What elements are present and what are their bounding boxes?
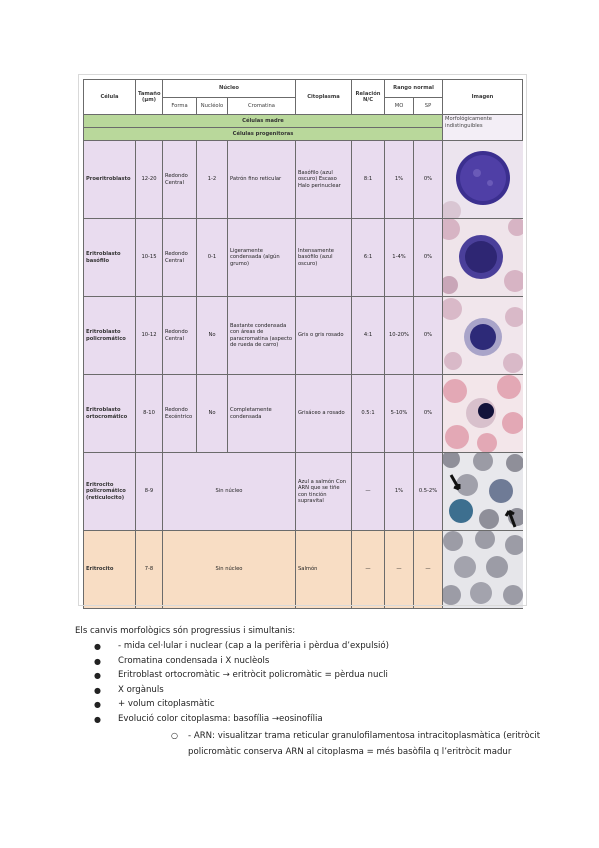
proerythroblast-micrograph [443,141,523,218]
cell-nc: 4:1 [352,297,385,375]
notes-list [75,641,545,760]
cell-tamano: 10-12 [136,297,163,375]
header-relacion: Relación N/C [352,80,385,115]
band-celulas-madre: Células madre [84,115,443,128]
cell-celula: Eritroblasto basófilo [84,219,136,297]
list-item [75,714,545,760]
cell-image [443,531,523,609]
cell-mo: 10-20% [385,297,414,375]
notes-section [75,626,545,765]
table-row [84,141,523,219]
cell-mo: 1% [385,453,414,531]
list-item [75,641,545,651]
cell-citoplasma: Basófilo (azul oscuro) Escaso Halo perinuclear [296,141,352,219]
cell-celula: Eritrocito policromático (reticulocito) [84,453,136,531]
cell-sp: 0% [414,141,443,219]
cell-sp: 0.5-2% [414,453,443,531]
cell-nucleolo: No [197,375,228,453]
notes-intro: Els canvis morfològics són progressius i simultanis: [75,626,296,636]
cell-nc: 8:1 [352,141,385,219]
cell-image [443,219,523,297]
cell-forma: Redondo Central [163,297,197,375]
list-item [75,685,545,695]
cell-citoplasma: Intensamente basófilo (azul oscuro) [296,219,352,297]
cell-mo: — [385,531,414,609]
erythrocyte-micrograph [443,531,523,608]
band-celulas-progenitoras: Células progenitoras [84,128,443,141]
cell-citoplasma: Grisáceo a rosado [296,375,352,453]
cell-forma: Redondo Excéntrico [163,375,197,453]
cell-cromatina: Completamente condensada [228,375,296,453]
cell-image [443,453,523,531]
table-row [84,297,523,375]
list-item-text: + volum citoplasmàtic [118,699,215,710]
table-row [84,219,523,297]
cell-tamano: 12-20 [136,141,163,219]
cell-citoplasma: Gris o gris rosado [296,297,352,375]
cell-cromatina: Patrón fino reticular [228,141,296,219]
list-item-text: Cromatina condensada i X nuclèols [118,655,270,666]
cell-cromatina: Bastante condensada con áreas de paracromatina (aspecto de rueda de carro) [228,297,296,375]
cell-mo: 1% [385,141,414,219]
cell-tamano: 10-15 [136,219,163,297]
cell-cromatina: Ligeramente condensada (algún grumo) [228,219,296,297]
cell-sin-nucleo: Sin núcleo [163,453,296,531]
header-celula: Célula [84,80,136,115]
table-row [84,453,523,531]
cell-citoplasma: Azul a salmón Con ARN que se tiñe con tinción supravital [296,453,352,531]
header-nucleolo: Nucléolo [197,98,228,115]
list-item-text: Evolució color citoplasma: basofília →eosinofília [118,713,323,724]
bullet-icon: ● [94,656,101,666]
cell-celula: Eritrocito [84,531,136,609]
table-row [84,531,523,609]
bullet-icon: ● [94,671,101,681]
sub-bullet-icon: ○ [171,730,178,740]
cell-nc: 6:1 [352,219,385,297]
cell-celula: Proeritroblasto [84,141,136,219]
cell-sp: — [414,531,443,609]
list-item [75,699,545,709]
header-nucleo: Núcleo [163,80,296,98]
cell-celula: Eritroblasto ortocromático [84,375,136,453]
cell-tamano: 8-10 [136,375,163,453]
bullet-icon: ● [94,700,101,710]
list-item-text: Eritroblast ortocromàtic → eritròcit policromàtic = pèrdua nucli [118,670,388,681]
list-item-text: X orgànuls [118,684,164,695]
cell-mo: 5-10% [385,375,414,453]
cell-image [443,297,523,375]
bullet-icon: ● [94,714,101,724]
basophilic-erythroblast-micrograph [443,219,523,296]
orthochromatic-erythroblast-micrograph [443,375,523,452]
header-citoplasma: Citoplasma [296,80,352,115]
header-rango: Rango normal [385,80,443,98]
cell-image [443,141,523,219]
cell-nucleolo: 1-2 [197,141,228,219]
bullet-icon: ● [94,685,101,695]
sub-list-item-text: - ARN: visualitzar trama reticular granulofilamentosa intracitoplasmàtica (eritròcit policromàtic conserva ARN al citoplasma = més basòfila q l’eritròcit madur [188,730,541,757]
cell-sp: 0% [414,375,443,453]
bullet-icon: ● [94,642,101,651]
cell-celula: Eritroblasto policromático [84,297,136,375]
header-forma: Forma [163,98,197,115]
erythropoiesis-table-figure [79,75,526,605]
cell-sin-nucleo: Sin núcleo [163,531,296,609]
header-tamano: Tamaño (µm) [136,80,163,115]
cell-tamano: 8-9 [136,453,163,531]
header-imagen: Imagen [443,80,523,115]
list-item [75,656,545,666]
cell-forma: Redondo Central [163,141,197,219]
table-row [84,375,523,453]
cell-nucleolo: 0-1 [197,219,228,297]
polychromatic-erythroblast-micrograph [443,297,523,374]
cell-sp: 0% [414,219,443,297]
list-item-text: - mida cel·lular i nuclear (cap a la perifèria i pèrdua d’expulsió) [118,641,389,651]
cell-nucleolo: No [197,297,228,375]
reticulocyte-micrograph [443,453,523,530]
cell-forma: Redondo Central [163,219,197,297]
band-note: Morfológicamente indistinguibles [443,115,523,141]
cell-sp: 0% [414,297,443,375]
cell-mo: 1-4% [385,219,414,297]
header-mo: MO [385,98,414,115]
header-sp: SP [414,98,443,115]
cell-citoplasma: Salmón [296,531,352,609]
sub-list-item [118,728,545,760]
erythropoiesis-table [83,79,523,609]
cell-nc: 0.5:1 [352,375,385,453]
list-item [75,670,545,680]
cell-nc: — [352,453,385,531]
cell-tamano: 7-8 [136,531,163,609]
cell-image [443,375,523,453]
header-cromatina: Cromatina [228,98,296,115]
cell-nc: — [352,531,385,609]
